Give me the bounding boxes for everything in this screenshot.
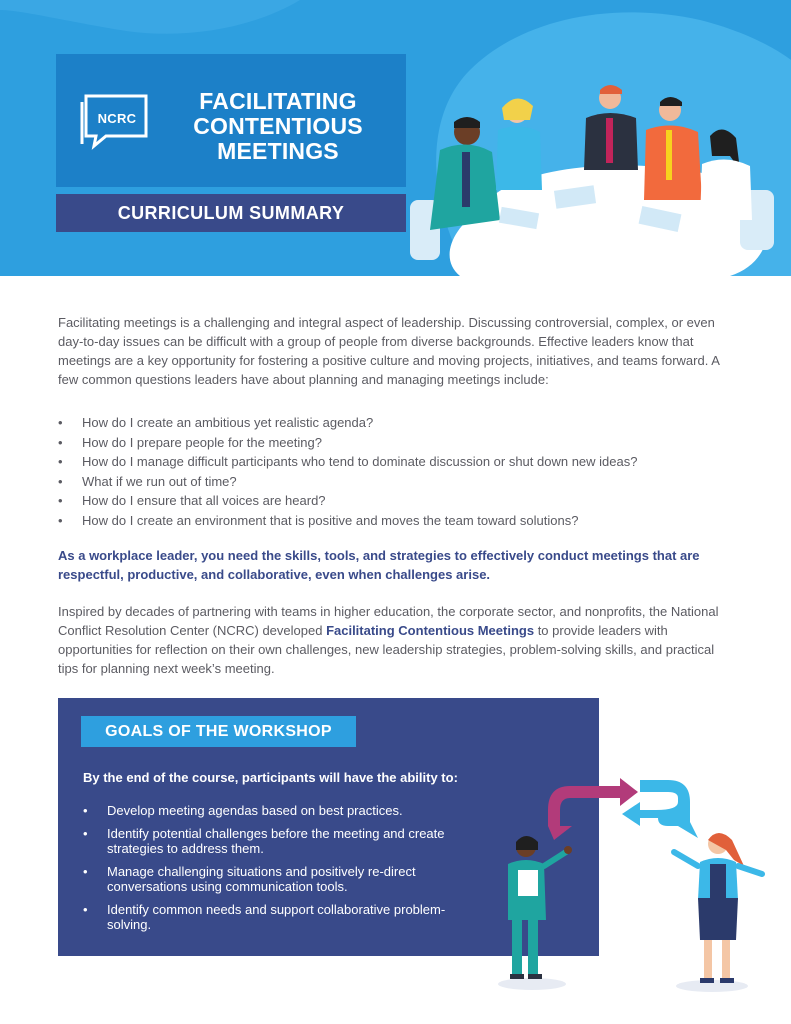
list-item — [58, 511, 730, 531]
list-item — [83, 902, 483, 932]
list-item — [83, 826, 483, 856]
question-text: How do I manage difficult participants who tend to dominate discussion or shut down new ideas? — [82, 454, 638, 469]
list-item — [58, 452, 730, 472]
bullet: • — [58, 473, 63, 489]
bullet: • — [58, 512, 63, 528]
intro-paragraph: Facilitating meetings is a challenging and integral aspect of leadership. Discussing controversial, complex, or even day-to-day issues can be difficult with a group of people from diverse backgrounds. Effective leaders know that meetings are a key opportunity for fostering a positive culture and moving projects, initiatives, and teams forward. A few common questions leaders have about planning and managing meetings include: — [58, 315, 720, 387]
inspired-before: Inspired by decades of partnering with teams in higher education, the corporate sector, and nonprofits, the National Conflict Resolution Center (NCRC) developed — [58, 604, 719, 638]
list-item — [83, 864, 483, 894]
inspired-after: to provide leaders with opportunities for reflection on their own challenges, new leadership strategies, problem-solving skills, and practical tips for planning next week’s meeting. — [58, 623, 715, 676]
goal-text: Develop meeting agendas based on best practices. — [107, 803, 403, 818]
question-text: How do I prepare people for the meeting? — [82, 434, 322, 450]
bullet: • — [83, 826, 88, 841]
list-item — [83, 803, 483, 818]
title-line-3: MEETINGS — [217, 138, 339, 164]
bullet: • — [58, 454, 63, 469]
goals-lead: By the end of the course, participants will have the ability to: — [83, 770, 458, 785]
title-line-1: FACILITATING — [199, 88, 357, 114]
bullet: • — [58, 493, 63, 508]
bullet: • — [58, 415, 63, 430]
subtitle: CURRICULUM SUMMARY — [117, 203, 345, 223]
bullet: • — [83, 803, 88, 818]
list-item — [58, 433, 730, 453]
list-item — [58, 472, 730, 492]
inspired-paragraph — [58, 602, 730, 678]
title-line-2: CONTENTIOUS — [193, 113, 363, 139]
list-item — [58, 413, 730, 433]
goal-text: Identify potential challenges before the meeting and create strategies to address them. — [107, 826, 445, 856]
question-text: What if we run out of time? — [82, 473, 237, 489]
list-item — [58, 491, 730, 511]
questions-list — [58, 413, 730, 530]
question-text: How do I ensure that all voices are heard? — [82, 493, 326, 508]
program-name: Facilitating Contentious Meetings — [326, 623, 535, 638]
bullet: • — [58, 434, 63, 450]
logo-text: NCRC — [97, 111, 137, 126]
question-text: How do I create an environment that is positive and moves the team toward solutions? — [82, 512, 579, 528]
goal-text: Identify common needs and support collaborative problem-solving. — [107, 902, 446, 932]
bullet: • — [83, 902, 88, 917]
conversation-arrows-illustration — [490, 770, 780, 994]
bullet: • — [83, 864, 88, 879]
question-text: How do I create an ambitious yet realistic agenda? — [82, 415, 374, 430]
leader-highlight: As a workplace leader, you need the skills, tools, and strategies to effectively conduct meetings that are respectful, productive, and collaborative, even when challenges arise. — [58, 548, 700, 582]
goals-list — [83, 803, 483, 940]
goals-heading: GOALS OF THE WORKSHOP — [81, 716, 356, 747]
goal-text: Manage challenging situations and positively re-direct conversations using communication tools. — [107, 864, 416, 894]
meeting-table-illustration — [400, 60, 791, 276]
